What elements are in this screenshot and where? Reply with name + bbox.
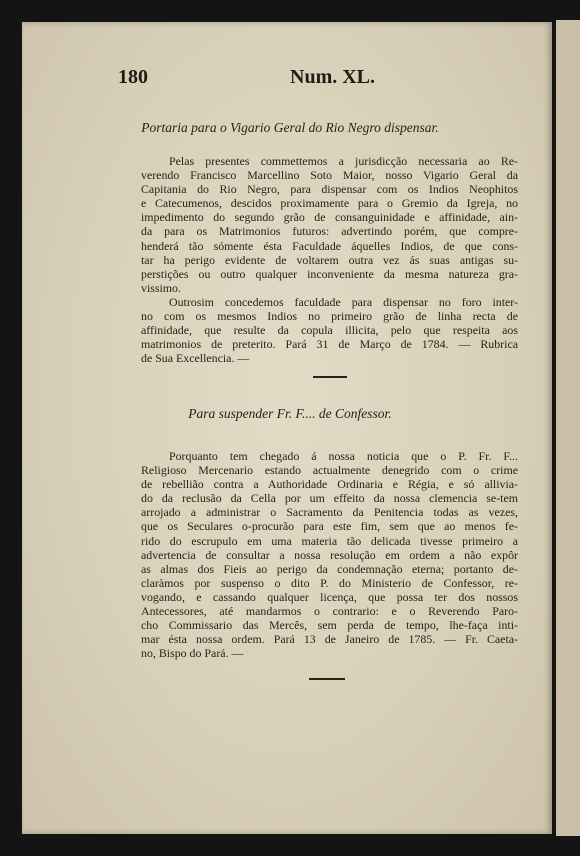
paragraph-portaria-2	[141, 295, 518, 365]
text-line: henderá tão sómente ésta Faculdade áquelles Indios, de que cons-	[141, 238, 518, 253]
end-divider	[309, 678, 345, 680]
text-line: Pelas presentes commettemos a jurisdicção necessaria ao Re-	[169, 154, 518, 168]
text-line: arrojado a administrar o Sacramento da Penitencia todas as vezes,	[141, 505, 518, 520]
text-line: no com os mesmos Indios no primeiro grão de linha recta de	[141, 309, 518, 324]
text-line: impedimento do segundo grão de consanguinidade e affinidade, ain-	[141, 210, 518, 225]
text-line: que os Seculares o-procurão para este fim, sem que ao menos fe-	[141, 519, 518, 534]
text-line: da para os Matrimonios futuros: advertindo porém, que compre-	[141, 224, 518, 239]
text-line: verendo Francisco Marcellino Soto Maior, nosso Vigario Geral da	[141, 168, 518, 183]
text-line: e Catecumenos, descidos proximamente para o Gremio da Igreja, no	[141, 196, 518, 211]
text-line: affinidade, que resulte da copula illicita, pelo que respeita aos	[141, 323, 518, 338]
paragraph-suspender	[141, 449, 518, 660]
text-line: tar ha perigo evidente de voltarem outra vez ás suas antigas su-	[141, 252, 518, 267]
text-line: perstições ou outro qualquer inconveniente da mesma natureza gra-	[141, 266, 518, 281]
text-line: cho Commissario das Mercês, sem perda de tempo, lhe-faça inti-	[141, 618, 518, 633]
paragraph-portaria-1	[141, 154, 518, 295]
page-number: 180	[118, 66, 148, 88]
section-title-portaria: Portaria para o Vigario Geral do Rio Negro dispensar.	[141, 120, 439, 135]
text-line: no, Bispo do Pará. —	[141, 646, 244, 661]
text-line: de Sua Excellencia. —	[141, 351, 250, 366]
facing-page-edge	[556, 20, 580, 836]
section-title-suspender: Para suspender Fr. F.... de Confessor.	[188, 406, 392, 421]
text-line: claràmos por suspenso o dito P. do Ministerio de Confessor, re-	[141, 575, 518, 590]
book-page	[22, 22, 552, 834]
text-line: matrimonios de preterito. Pará 31 de Março de 1784. — Rubrica	[141, 337, 518, 352]
section-divider	[313, 376, 347, 378]
text-line: Antecessores, até mandarmos o contrario: e o Reverendo Paro-	[141, 604, 518, 619]
text-line: mar ésta nossa ordem. Pará 13 de Janeiro de 1785. — Fr. Caeta-	[141, 632, 518, 647]
text-line: vogando, e cassando qualquer licença, que possa ter dos nossos	[141, 589, 518, 604]
running-head: Num. XL.	[290, 66, 376, 88]
text-line: do da reclusão da Cella por um effeito da nossa clemencia se-tem	[141, 491, 518, 506]
text-line: rido do escrupulo em uma materia tão delicada tivesse primeiro a	[141, 533, 518, 548]
text-line: Porquanto tem chegado á nossa noticia que o P. Fr. F...	[169, 449, 518, 463]
text-line: as almas dos Fieis ao perigo da condemnação eterna; portanto de-	[141, 561, 518, 576]
text-line: Religioso Mercenario estando actualmente denegrido com o crime	[141, 463, 518, 478]
text-line: de rebellião contra a Authoridade Ordinaria e Régia, e só allivia-	[141, 477, 518, 492]
text-line: vissimo.	[141, 280, 181, 295]
text-line: Capitania do Rio Negro, para dispensar com os Indios Neophitos	[141, 182, 518, 197]
text-line: advertencia de consultar a nossa resolução em ordem a não expôr	[141, 547, 518, 562]
text-line: Outrosim concedemos faculdade para dispensar no foro inter-	[169, 295, 518, 309]
page-header	[118, 66, 498, 96]
